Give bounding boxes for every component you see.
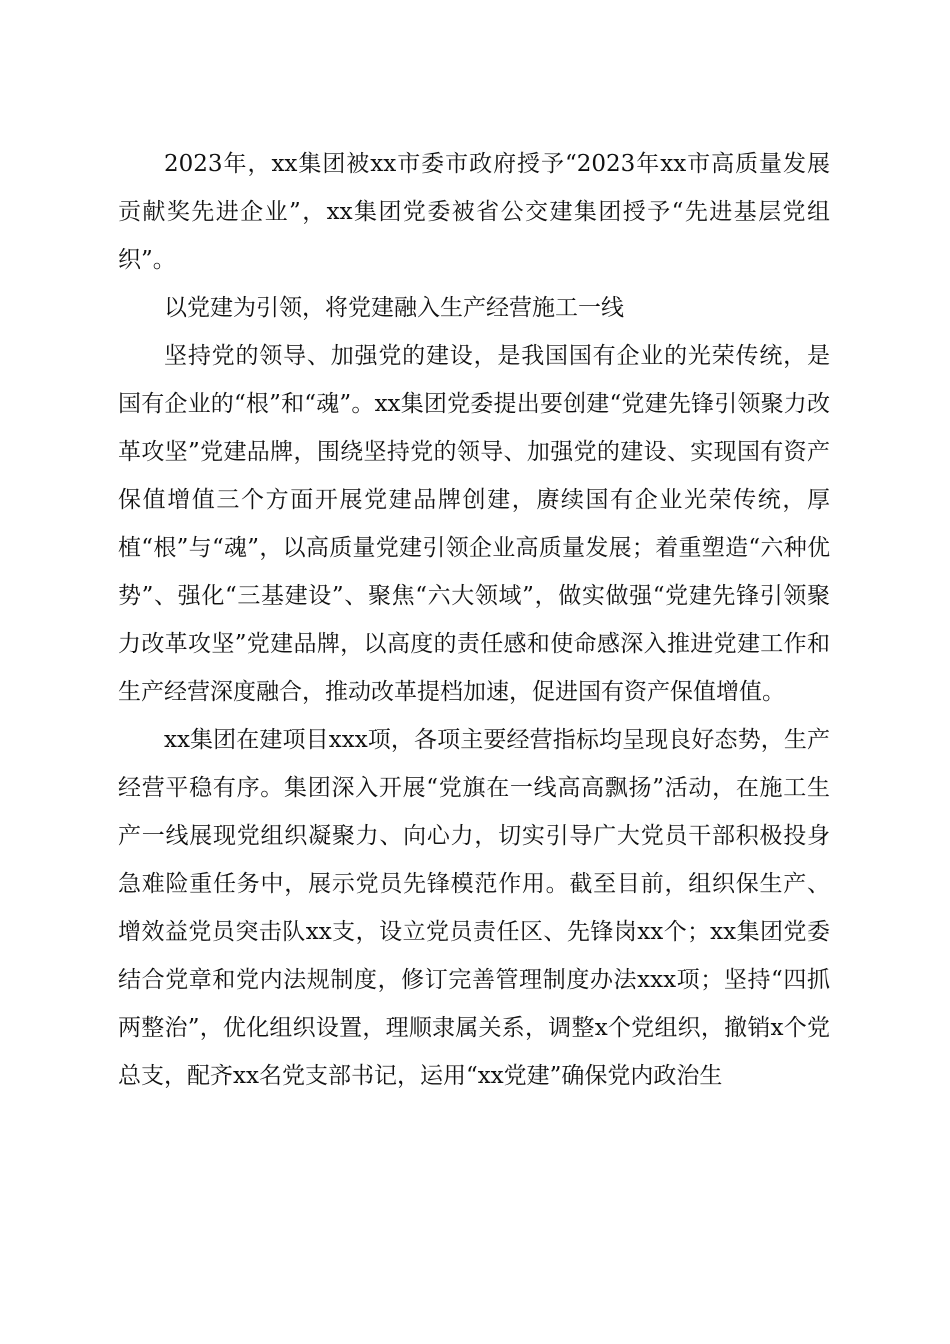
section-heading: 以党建为引领，将党建融入生产经营施工一线	[164, 295, 624, 321]
paragraph-party-brand: 坚持党的领导、加强党的建设，是我国国有企业的光荣传统，是国有企业的“根”和“魂”。xx集团党委提出要创建“党建先锋引领聚力改革攻坚”党建品牌，围绕坚持党的领导、加强党的建设、实现国有资产保值增值三个方面开展党建品牌创建，赓续国有企业光荣传统，厚植“根”与“魂”，以高质量党建引领企业高质量发展；着重塑造“六种优势”、强化“三基建设”、聚焦“六大领域”，做实做强“党建先锋引领聚力改革攻坚”党建品牌，以高度的责任感和使命感深入推进党建工作和生产经营深度融合，推动改革提档加速，促进国有资产保值增值。	[118, 343, 830, 705]
document-body	[118, 140, 830, 1100]
paragraph-awards: 2023年，xx集团被xx市委市政府授予“2023年xx市高质量发展贡献奖先进企业”，xx集团党委被省公交建集团授予“先进基层党组织”。	[118, 151, 830, 273]
paragraph-projects: xx集团在建项目xxx项，各项主要经营指标均呈现良好态势，生产经营平稳有序。集团深入开展“党旗在一线高高飘扬”活动，在施工生产一线展现党组织凝聚力、向心力，切实引导广大党员干部积极投身急难险重任务中，展示党员先锋模范作用。截至目前，组织保生产、增效益党员突击队xx支，设立党员责任区、先锋岗xx个；xx集团党委结合党章和党内法规制度，修订完善管理制度办法xxx项；坚持“四抓两整治”，优化组织设置，理顺隶属关系，调整x个党组织，撤销x个党总支，配齐xx名党支部书记，运用“xx党建”确保党内政治生	[118, 727, 830, 1089]
